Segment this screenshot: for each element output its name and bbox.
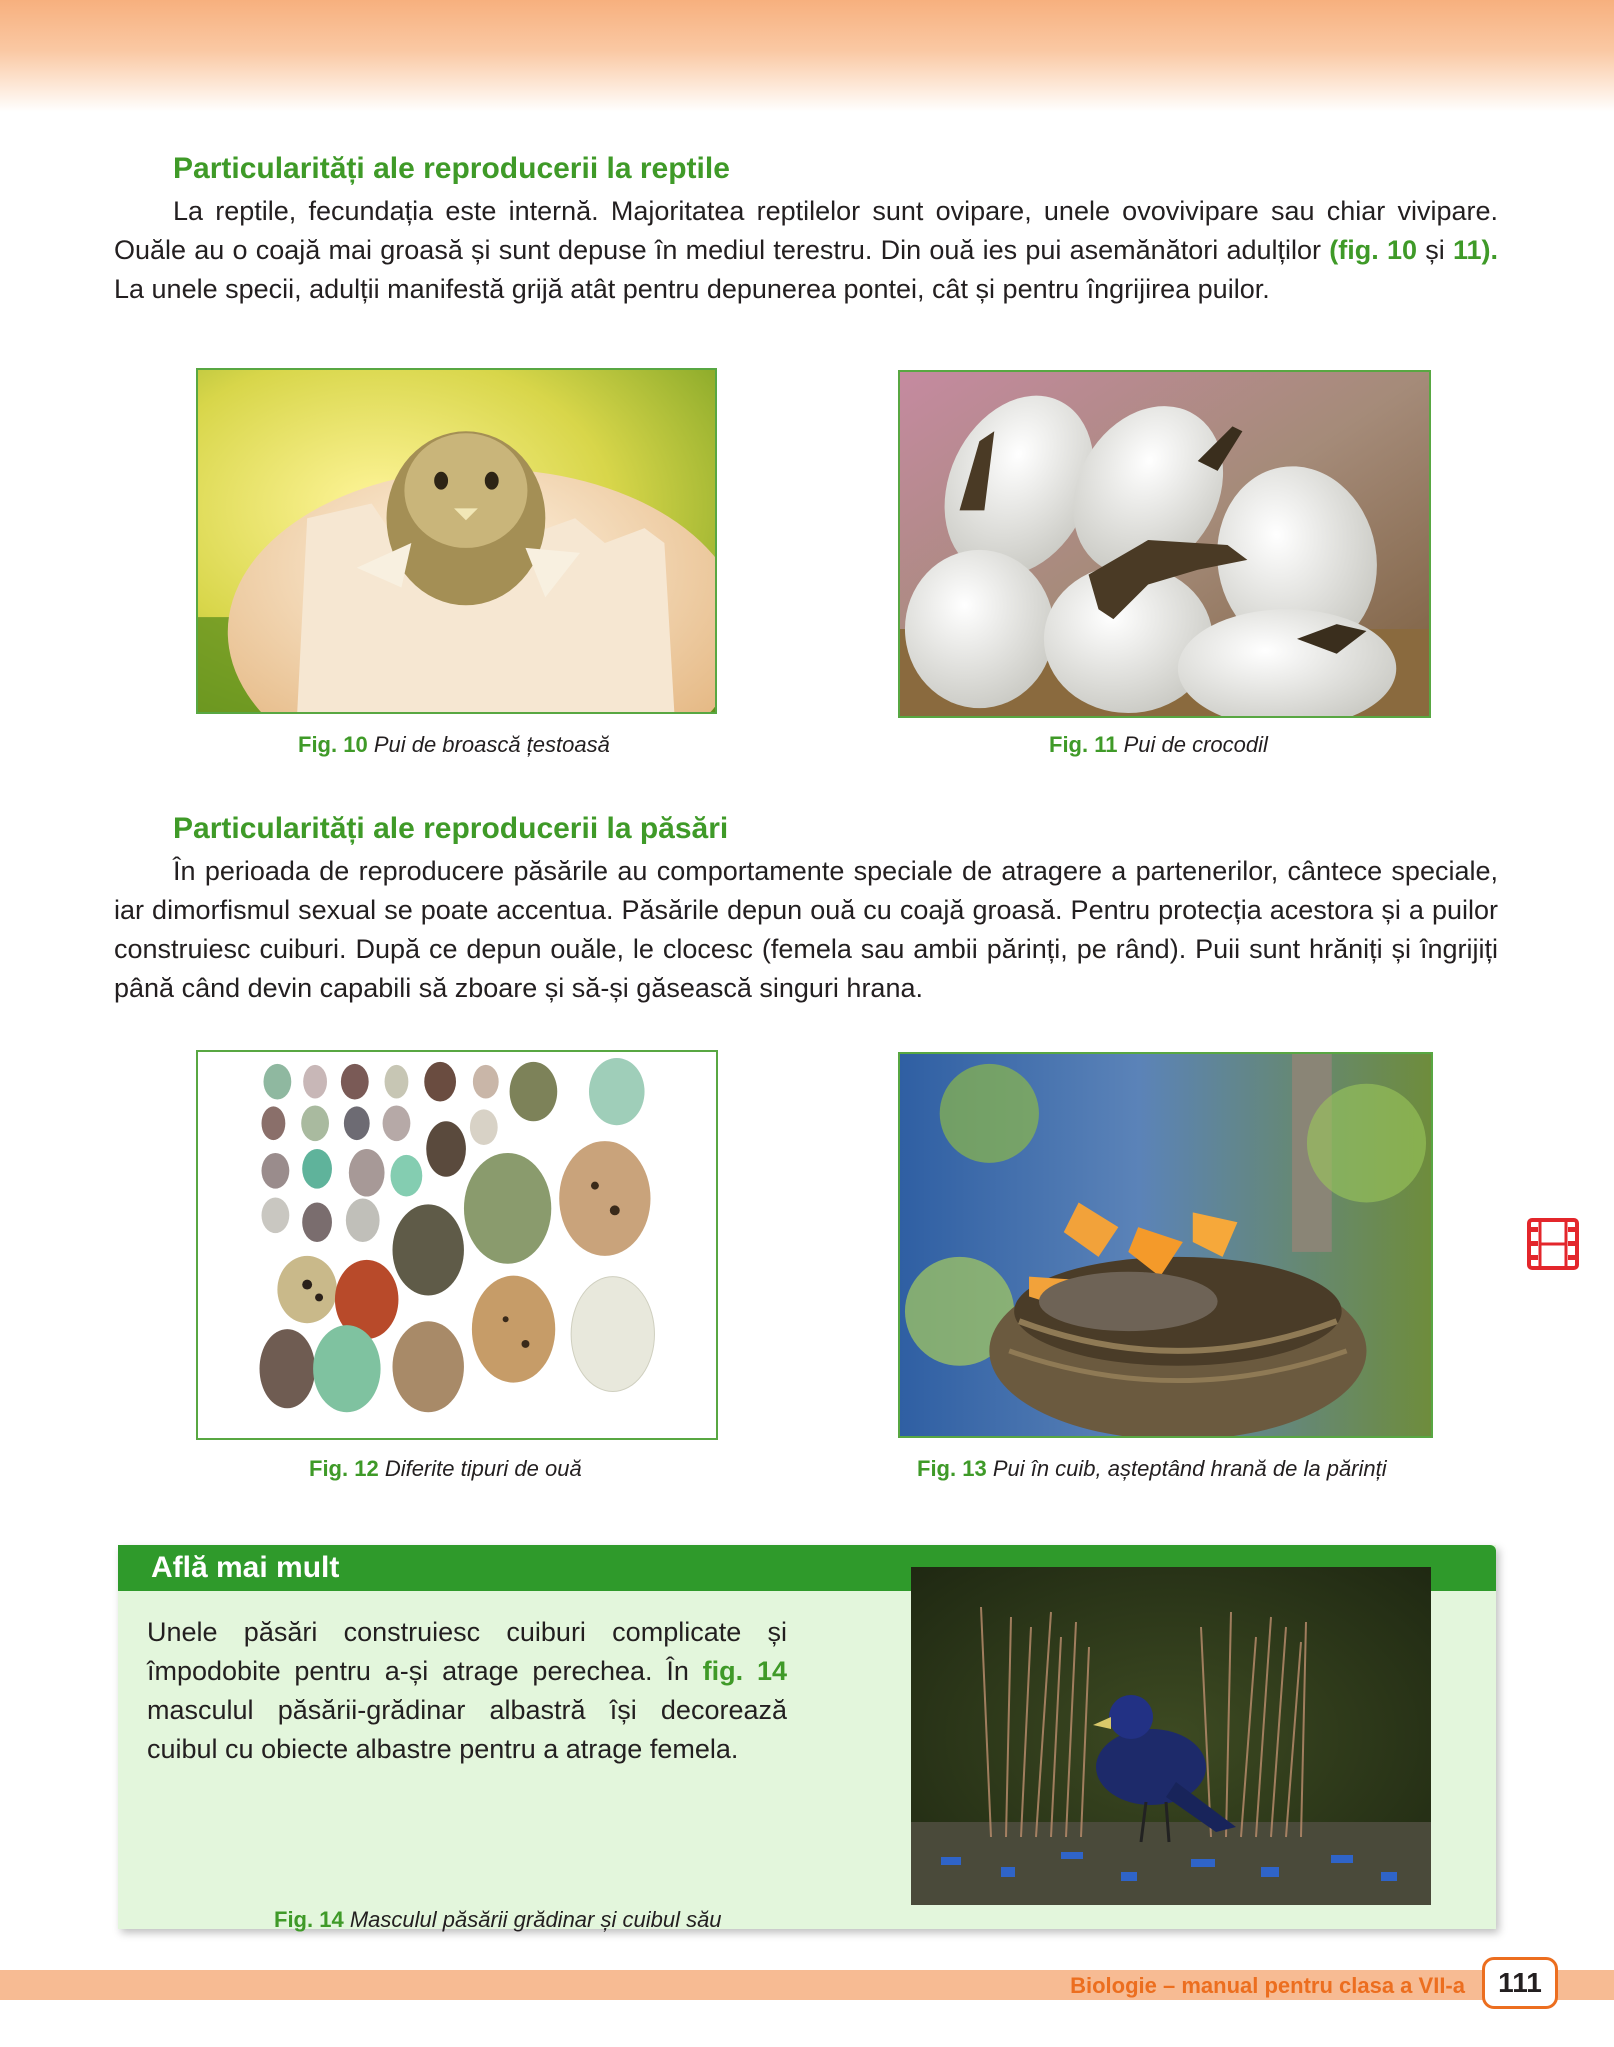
caption-fig-13-text: Pui în cuib, așteptând hrană de la părinți <box>992 1456 1387 1481</box>
info-box-text-2: masculul păsării-grădinar albastră își decorează cuibul cu obiecte albastre pentru a atrage femela. <box>147 1695 787 1764</box>
caption-fig-14 <box>274 1907 722 1933</box>
figure-chicks-in-nest <box>898 1052 1433 1438</box>
info-box-title: Află mai mult <box>151 1551 340 1584</box>
figure-ref-10: (fig. 10 <box>1329 235 1417 265</box>
top-decorative-band <box>0 0 1614 112</box>
info-box-text <box>147 1613 787 1769</box>
caption-fig-10 <box>298 732 610 758</box>
caption-fig-10-label: Fig. 10 <box>298 732 368 757</box>
caption-fig-14-label: Fig. 14 <box>274 1907 344 1932</box>
caption-fig-14-text: Masculul păsării grădinar și cuibul său <box>349 1907 722 1932</box>
figure-bowerbird <box>911 1567 1431 1905</box>
caption-fig-11-label: Fig. 11 <box>1049 732 1118 757</box>
info-box-text-1: Unele păsări construiesc cuiburi complicate și împodobite pentru a-și atrage perechea. În <box>147 1617 787 1686</box>
caption-fig-13-label: Fig. 13 <box>917 1456 987 1481</box>
caption-fig-13 <box>917 1456 1387 1482</box>
paragraph-reptiles-text-1: La reptile, fecundația este internă. Majoritatea reptilelor sunt ovipare, unele ovovivipare sau chiar vivipare. Ouăle au o coajă mai groasă și sunt depuse în mediul terestru. Din ouă ies pui asemănători adulților <box>114 196 1498 265</box>
figure-ref-14: fig. 14 <box>702 1656 787 1686</box>
paragraph-reptiles-text-2: La unele specii, adulții manifestă grijă atât pentru depunerea pontei, cât și pentru îngrijirea puilor. <box>114 274 1270 304</box>
caption-fig-10-text: Pui de broască țestoasă <box>373 732 610 757</box>
footer-book-title: Biologie – manual pentru clasa a VII-a <box>1070 1973 1465 1998</box>
caption-fig-11 <box>1049 732 1268 758</box>
conjunction: și <box>1425 235 1445 265</box>
section-heading-birds: Particularități ale reproducerii la păsări <box>173 812 729 845</box>
figure-turtle-hatchling <box>196 368 717 714</box>
paragraph-reptiles <box>114 192 1498 309</box>
caption-fig-12-text: Diferite tipuri de ouă <box>384 1456 582 1481</box>
paragraph-birds <box>114 852 1498 1008</box>
section-heading-reptiles: Particularități ale reproducerii la reptile <box>173 152 730 185</box>
caption-fig-11-text: Pui de crocodil <box>1123 732 1268 757</box>
figure-crocodile-hatchlings <box>898 370 1431 718</box>
film-icon[interactable] <box>1526 1217 1580 1271</box>
caption-fig-12 <box>309 1456 582 1482</box>
info-box <box>118 1545 1496 1932</box>
paragraph-birds-text: În perioada de reproducere păsările au comportamente speciale de atragere a partenerilor, cântece speciale, iar dimorfismul sexual se poate accentua. Păsările depun ouă cu coajă groasă. Pentru protecția acestora și a puilor construiesc cuiburi. După ce depun ouăle, le clocesc (femela sau ambii părinți, pe rând). Puii sunt hrăniți și îngrijiți până când devin capabili să zboare și să-și găsească singuri hrana. <box>114 856 1498 1003</box>
caption-fig-12-label: Fig. 12 <box>309 1456 379 1481</box>
page-number: 111 <box>1482 1957 1558 2009</box>
figure-bird-eggs <box>196 1050 718 1440</box>
figure-ref-11: 11). <box>1452 235 1498 265</box>
